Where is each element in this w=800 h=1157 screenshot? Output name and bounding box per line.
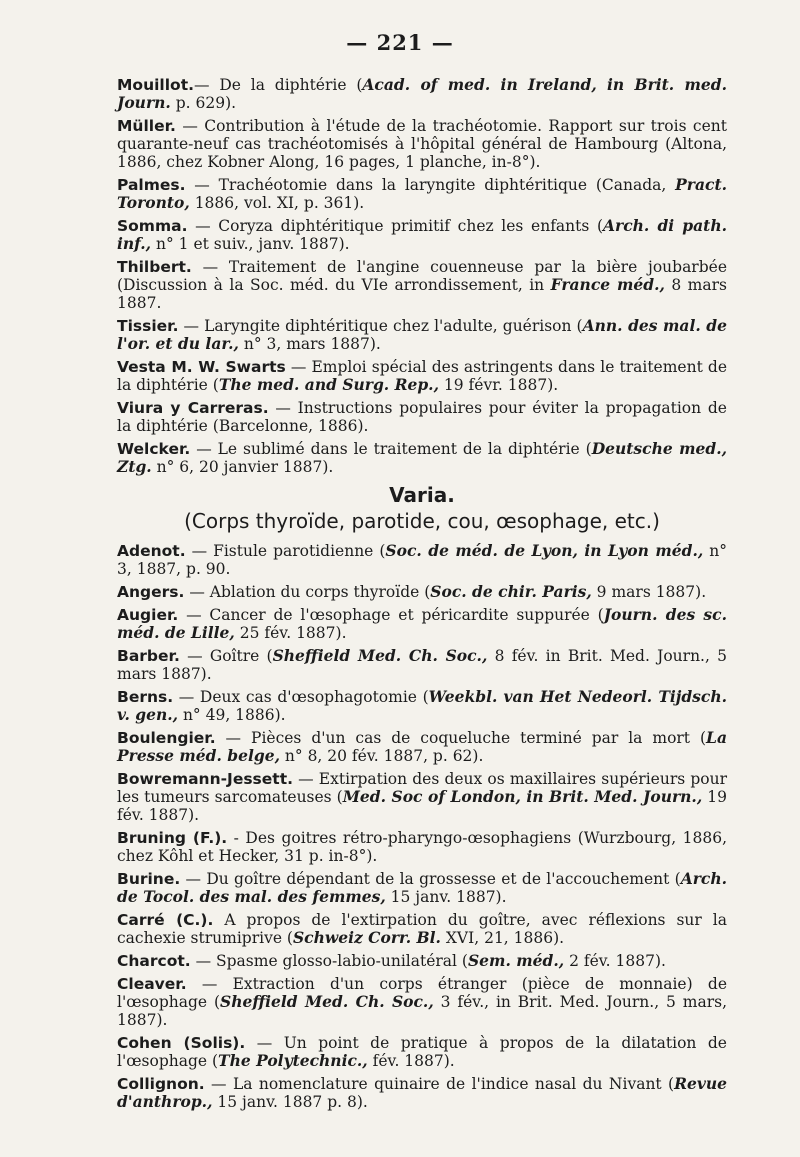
entry-author: Cleaver. <box>117 975 187 993</box>
entry-author: Adenot. <box>117 542 186 560</box>
entry-text-end: 8 mars 1887. <box>117 276 727 312</box>
bibliography-entry <box>117 76 727 112</box>
entry-citation: Arch. di path. inf., <box>117 216 727 253</box>
entry-author: Vesta M. W. Swarts <box>117 358 286 376</box>
bibliography-entry <box>117 399 727 435</box>
bibliography-entry <box>117 606 727 642</box>
bibliography-entry <box>117 317 727 353</box>
bibliography-entry <box>117 975 727 1029</box>
bibliography-entry <box>117 688 727 724</box>
entry-citation: Soc. de chir. Paris, <box>430 582 592 601</box>
bibliography-list-diphtheria <box>117 76 727 476</box>
entry-author: Viura y Carreras. <box>117 399 269 417</box>
entry-text: — Trachéotomie dans la laryngite diphtéritique (Canada, <box>185 176 676 194</box>
entry-text: — Fistule parotidienne ( <box>185 542 386 560</box>
entry-author: Somma. <box>117 217 188 235</box>
entry-author: Welcker. <box>117 440 191 458</box>
entry-author: Augier. <box>117 606 179 624</box>
entry-text: — Un point de pratique à propos de la dilatation de l'œsophage ( <box>117 1034 727 1070</box>
entry-author: Carré (C.). <box>117 911 214 929</box>
entry-author: Berns. <box>117 688 174 706</box>
entry-author: Müller. <box>117 117 176 135</box>
entry-author: Burine. <box>117 870 181 888</box>
entry-text-end: 9 mars 1887). <box>591 583 707 601</box>
entry-author: Angers. <box>117 583 185 601</box>
entry-text: — Extraction d'un corps étranger (pièce de monnaie) de l'œsophage ( <box>117 975 727 1011</box>
bibliography-entry <box>117 647 727 683</box>
entry-citation: Deutsche med., Ztg. <box>117 439 727 476</box>
entry-author: Collignon. <box>117 1075 205 1093</box>
entry-text: — Coryza diphtéritique primitif chez les enfants ( <box>187 217 604 235</box>
bibliography-entry <box>117 1034 727 1070</box>
bibliography <box>117 76 727 1116</box>
entry-text-end: 3 fév., in Brit. Med. Journ., 5 mars, 1887). <box>117 993 728 1029</box>
entry-text-end: 19 fév. 1887). <box>117 788 727 824</box>
entry-author: Cohen (Solis). <box>117 1034 246 1052</box>
entry-citation: Journ. des sc. méd. de Lille, <box>117 605 727 642</box>
entry-citation: Pract. Toronto, <box>117 175 727 212</box>
entry-author: Charcot. <box>117 952 191 970</box>
entry-text: — Extirpation des deux os maxillaires supérieurs pour les tumeurs sarcomateuses ( <box>117 770 727 806</box>
entry-text: — Laryngite diphtéritique chez l'adulte, guérison ( <box>178 317 583 335</box>
entry-text-end: 8 fév. in Brit. Med. Journ., 5 mars 1887). <box>117 647 727 683</box>
entry-citation: Sem. méd., <box>467 951 565 970</box>
entry-text: — Spasme glosso-labio-unilatéral ( <box>190 952 468 970</box>
bibliography-entry <box>117 829 727 865</box>
bibliography-entry <box>117 358 727 394</box>
entry-text-end: n° 8, 20 fév. 1887, p. 62). <box>279 747 484 765</box>
entry-text-end: 2 fév. 1887). <box>564 952 666 970</box>
entry-author: Mouillot. <box>117 76 194 94</box>
entry-author: Palmes. <box>117 176 186 194</box>
bibliography-entry <box>117 911 727 947</box>
entry-text-end: fév. 1887). <box>367 1052 455 1070</box>
entry-text: — Le sublimé dans le traitement de la diphtérie ( <box>190 440 592 458</box>
section-title: Varia. <box>389 483 455 507</box>
bibliography-entry <box>117 1075 727 1111</box>
entry-text-end: 1886, vol. XI, p. 361). <box>189 194 365 212</box>
entry-text-end: n° 49, 1886). <box>178 706 286 724</box>
entry-citation: Ann. des mal. de l'or. et du lar., <box>117 316 727 353</box>
entry-text-end: XVI, 21, 1886). <box>440 929 565 947</box>
entry-author: Bruning (F.). <box>117 829 228 847</box>
entry-text: — Ablation du corps thyroïde ( <box>184 583 431 601</box>
entry-text-end: n° 6, 20 janvier 1887). <box>151 458 334 476</box>
entry-text: — Traitement de l'angine couenneuse par la bière joubarbée (Discussion à la Soc. méd. du VIe arrondissement, in <box>117 258 727 294</box>
entry-citation: La Presse méd. belge, <box>117 728 727 765</box>
bibliography-entry <box>117 117 727 171</box>
page-number: — 221 — <box>346 30 454 55</box>
entry-text: — Instructions populaires pour éviter la propagation de la diphtérie (Barcelonne, 1886). <box>117 399 727 435</box>
bibliography-entry <box>117 952 727 970</box>
bibliography-entry <box>117 217 727 253</box>
entry-citation: Acad. of med. in Ireland, in Brit. med. Journ. <box>117 75 727 112</box>
bibliography-list-varia <box>117 542 727 1111</box>
entry-text-end: 15 janv. 1887). <box>385 888 507 906</box>
entry-text: — Goître ( <box>179 647 273 665</box>
entry-text: - Des goitres rétro-pharyngo-œsophagiens (Wurzbourg, 1886, chez Kôhl et Hecker, 31 p. in-8°). <box>117 829 727 865</box>
entry-citation: Weekbl. van Het Nedeorl. Tijdsch. v. gen., <box>117 687 728 724</box>
entry-citation: Soc. de méd. de Lyon, in Lyon méd., <box>385 541 704 560</box>
entry-text: — Emploi spécial des astringents dans le traitement de la diphtérie ( <box>117 358 728 394</box>
entry-text-end: 25 fév. 1887). <box>234 624 347 642</box>
bibliography-entry <box>117 729 727 765</box>
bibliography-entry <box>117 870 727 906</box>
section-subtitle: (Corps thyroïde, parotide, cou, œsophage, etc.) <box>184 509 660 533</box>
entry-text-end: p. 629). <box>170 94 237 112</box>
entry-text: — De la diphtérie ( <box>194 76 363 94</box>
entry-citation: Med. Soc of London, in Brit. Med. Journ., <box>342 787 703 806</box>
entry-text: — Deux cas d'œsophagotomie ( <box>173 688 429 706</box>
entry-author: Barber. <box>117 647 180 665</box>
bibliography-entry <box>117 583 727 601</box>
entry-citation: The Polytechnic., <box>218 1051 368 1070</box>
bibliography-entry <box>117 770 727 824</box>
entry-citation: The med. and Surg. Rep., <box>218 375 439 394</box>
entry-citation: France méd., <box>550 275 665 294</box>
entry-author: Bowremann-Jessett. <box>117 770 294 788</box>
entry-text: — Contribution à l'étude de la trachéotomie. Rapport sur trois cent quarante-neuf cas trachéotomisés à l'hôpital général de Hambourg (Altona, 1886, chez Kobner Along, 16 pages, 1 planche, in-8°). <box>117 117 727 171</box>
entry-citation: Arch. de Tocol. des mal. des femmes, <box>117 869 727 906</box>
entry-author: Thilbert. <box>117 258 192 276</box>
entry-text: — Cancer de l'œsophage et péricardite suppurée ( <box>178 606 604 624</box>
section-heading <box>117 482 727 534</box>
entry-text: — Du goître dépendant de la grossesse et de l'accouchement ( <box>180 870 681 888</box>
entry-text-end: n° 1 et suiv., janv. 1887). <box>151 235 350 253</box>
entry-citation: Revue d'anthrop., <box>117 1074 727 1111</box>
entry-author: Boulengier. <box>117 729 216 747</box>
entry-text-end: 19 févr. 1887). <box>438 376 559 394</box>
entry-text: A propos de l'extirpation du goître, avec réflexions sur la cachexie strumiprive ( <box>117 911 727 947</box>
entry-author: Tissier. <box>117 317 179 335</box>
entry-citation: Schweiz Corr. Bl. <box>292 928 441 947</box>
entry-text-end: n° 3, mars 1887). <box>238 335 381 353</box>
bibliography-entry <box>117 542 727 578</box>
bibliography-entry <box>117 258 727 312</box>
bibliography-entry <box>117 440 727 476</box>
entry-citation: Sheffield Med. Ch. Soc., <box>272 646 488 665</box>
entry-citation: Sheffield Med. Ch. Soc., <box>220 992 434 1011</box>
bibliography-entry <box>117 176 727 212</box>
entry-text-end: 15 janv. 1887 p. 8). <box>212 1093 368 1111</box>
entry-text: — Pièces d'un cas de coqueluche terminé par la mort ( <box>215 729 707 747</box>
entry-text: — La nomenclature quinaire de l'indice nasal du Nivant ( <box>204 1075 675 1093</box>
entry-text-end: n° 3, 1887, p. 90. <box>117 542 727 578</box>
